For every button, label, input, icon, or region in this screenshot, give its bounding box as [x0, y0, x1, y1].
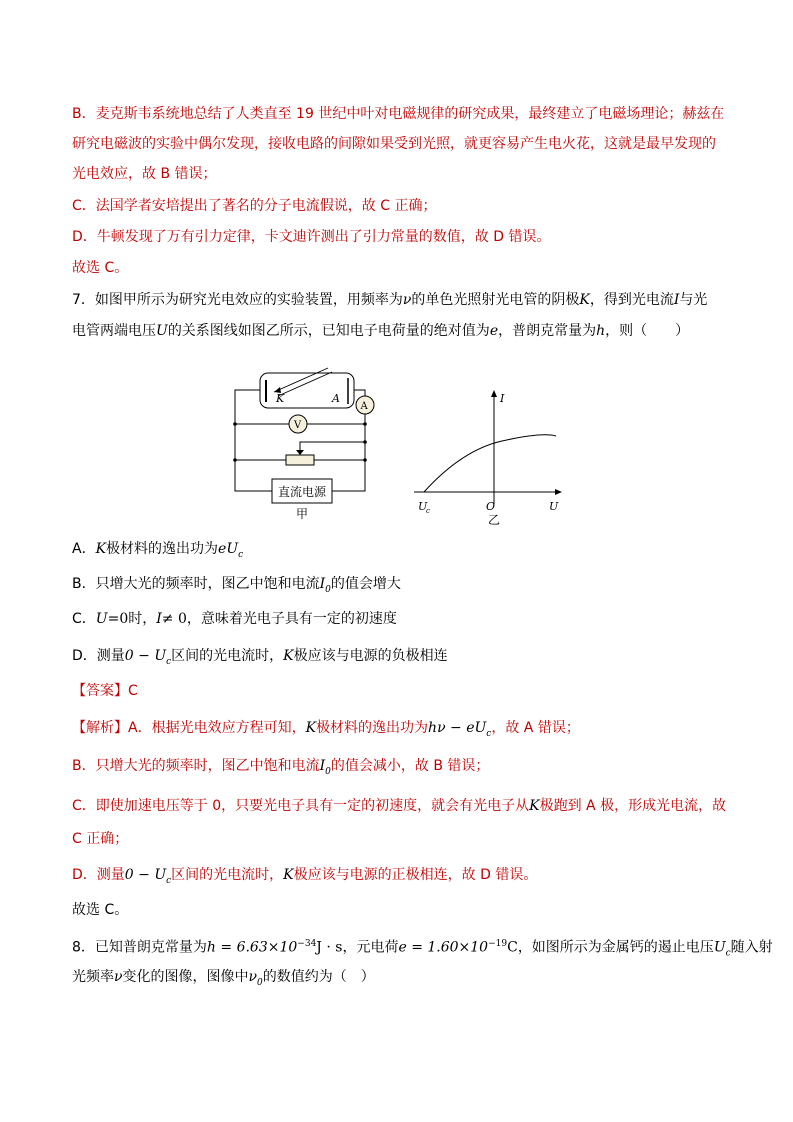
q8-stem-line-1: [72, 934, 773, 963]
subscript-c: c: [166, 656, 172, 667]
symbol-uc: U: [713, 939, 726, 956]
light-ray: [278, 372, 332, 396]
symbol-k: K: [529, 798, 540, 814]
wire-left: [235, 390, 272, 491]
q7-stem-text: ，普朗克常量为: [498, 323, 597, 339]
analysis-text: D．测量: [72, 867, 125, 883]
option-b-text: B．只增大光的频率时，图乙中饱和电流: [72, 576, 320, 592]
q7-analysis-d: [72, 865, 537, 891]
analysis-text: 区间的光电流时，: [171, 867, 284, 883]
q7-stem-text: ，得到光电流: [589, 292, 674, 308]
wire-right: [332, 414, 365, 491]
symbol-k: K: [305, 720, 317, 736]
q7-stem-text: 的单色光照射光电管的阴极: [411, 292, 580, 308]
symbol-k: K: [283, 867, 294, 883]
figure-jia-caption: 甲: [295, 507, 309, 521]
subscript-c: c: [166, 875, 172, 886]
junction-dot: [363, 422, 367, 426]
q8-stem-text: 随入射: [730, 939, 773, 956]
q8-stem-text: ，元电荷: [342, 939, 399, 956]
symbol-i0: I: [319, 576, 326, 592]
symbol-nu0: ν: [248, 969, 258, 985]
rheostat-slider-arrow: [296, 450, 304, 455]
q7-option-a: [72, 539, 243, 565]
wire-top-right: [354, 390, 365, 396]
q7-stem-text: 电管两端电压: [72, 323, 156, 339]
symbol-k: K: [95, 541, 107, 557]
figure-jia-circuit: [230, 366, 430, 526]
q7-symbol-h: h: [596, 323, 606, 339]
option-d-text: 极应该与电源的负极相连: [293, 648, 448, 664]
equals-zero: =0: [107, 611, 129, 627]
option-a-label: A．: [72, 541, 96, 557]
figure-yi-caption: 乙: [488, 513, 501, 526]
q8-stem-text: 变化的图像，图像中: [122, 969, 249, 985]
option-d-text: 区间的光电流时，: [171, 648, 284, 664]
label-k: K: [276, 392, 285, 405]
subscript-c: c: [725, 948, 731, 959]
analysis-text: A．根据光电效应方程可知，: [128, 720, 306, 736]
planck-unit: J · s: [316, 939, 343, 956]
q7-symbol-nu: ν: [402, 292, 412, 308]
q7-analysis-c-line-1: [72, 796, 726, 816]
range-zero-uc: 0 − U: [124, 648, 167, 664]
junction-dot: [233, 422, 237, 426]
junction-dot: [363, 440, 367, 444]
range-zero-uc: 0 − U: [124, 867, 167, 883]
q7-stem-text: 与光: [679, 292, 708, 308]
analysis-text: 极应该与电源的正极相连，故 D 错误。: [293, 867, 538, 883]
junction-dot: [363, 458, 367, 462]
q7-analysis-a: [72, 718, 580, 744]
analysis-tag: 【解析】: [72, 720, 128, 736]
option-a-text: 极材料的逸出功为: [106, 541, 219, 557]
uc-label: U: [418, 500, 428, 513]
charge-exponent: −19: [488, 939, 508, 949]
symbol-nu: ν: [114, 969, 123, 985]
q8-stem-text: 8．已知普朗克常量为: [72, 939, 207, 956]
q8-stem-text: 的数值约为（ ）: [262, 969, 375, 985]
prev-option-d: D．牛顿发现了万有引力定律，卡文迪许测出了引力常量的数值，故 D 错误。: [72, 229, 551, 245]
iu-curve: [424, 435, 556, 492]
figure-yi-graph: [412, 386, 572, 526]
elementary-charge-value: e = 1.60×10: [398, 939, 489, 956]
subscript-c: c: [238, 549, 244, 560]
q8-stem-line-2: [72, 967, 375, 993]
analysis-text: 极跑到 A 极，形成光电流，故: [539, 798, 727, 814]
q7-symbol-k: K: [579, 292, 590, 308]
analysis-text: B．只增大光的频率时，图乙中饱和电流: [72, 758, 320, 774]
analysis-text: C．即使加速电压等于 0，只要光电子具有一定的初速度，就会有光电子从: [72, 798, 530, 814]
subscript-c: c: [486, 728, 492, 739]
q7-symbol-e: e: [489, 323, 499, 339]
formula-hv-euc: hν − eU: [428, 720, 487, 736]
subscript-0: 0: [325, 584, 331, 595]
light-ray: [274, 368, 328, 392]
prev-option-b-line-2: 研究电磁波的实验中偶尔发现，接收电路的间隙如果受到光照，就更容易产生电火花，这就是最早发现的: [72, 136, 716, 152]
q7-option-d: [72, 646, 448, 672]
prev-option-b-line-3: 光电效应，故 B 错误；: [72, 166, 217, 182]
analysis-text: 的值会减小，故 B 错误；: [330, 758, 490, 774]
q7-answer: 【答案】C: [72, 683, 138, 699]
u-axis-arrow: [555, 489, 562, 495]
ammeter-label: A: [360, 401, 368, 412]
analysis-text: 极材料的逸出功为: [316, 720, 429, 736]
rheostat: [286, 455, 314, 465]
symbol-i: I: [156, 611, 162, 627]
q7-stem-text: 7．如图甲所示为研究光电效应的实验装置，用频率为: [72, 292, 403, 308]
symbol-k: K: [283, 648, 294, 664]
prev-option-c: C．法国学者安培提出了著名的分子电流假说，故 C 正确；: [72, 198, 437, 214]
q7-stem-text: 的关系图线如图乙所示，已知电子电荷量的绝对值为: [167, 323, 490, 339]
q7-symbol-i: I: [673, 292, 680, 308]
axis-label-i: I: [500, 392, 505, 405]
subscript-0: 0: [325, 766, 331, 777]
charge-unit: C: [507, 939, 518, 956]
q7-stem-text: ，则（ ）: [605, 323, 690, 339]
q7-option-b: [72, 574, 401, 600]
uc-subscript: c: [426, 507, 430, 515]
q7-stem-line-2: [72, 321, 689, 341]
iu-graph: [412, 386, 572, 526]
voltmeter-label: V: [294, 420, 302, 431]
dc-source-label: 直流电源: [277, 485, 327, 499]
subscript-0: 0: [257, 977, 263, 988]
i-axis-arrow: [491, 390, 497, 397]
q7-symbol-u: U: [156, 323, 168, 339]
q7-stem-line-1: [72, 290, 707, 310]
q7-analysis-c-line-2: C 正确；: [72, 831, 129, 847]
symbol-i0: I: [319, 758, 326, 774]
q7-option-c: [72, 609, 397, 629]
junction-dot: [233, 458, 237, 462]
planck-exponent: −34: [297, 939, 317, 949]
option-c-text: ，意味着光电子具有一定的初速度: [186, 611, 397, 627]
option-c-text: 时，: [128, 611, 157, 627]
axis-label-u: U: [549, 500, 559, 513]
q7-analysis-b: [72, 756, 489, 782]
circuit-diagram: [230, 366, 430, 526]
planck-constant-value: h = 6.63×10: [206, 939, 298, 956]
q8-stem-text: ，如图所示为金属钙的遏止电压: [517, 939, 714, 956]
symbol-u: U: [95, 611, 108, 627]
prev-choose: 故选 C。: [72, 260, 129, 276]
prev-option-b-line-1: B．麦克斯韦系统地总结了人类直至 19 世纪中叶对电磁规律的研究成果，最终建立了电磁场理论；赫兹在: [72, 106, 725, 122]
option-c-label: C．: [72, 611, 96, 627]
q7-choose: 故选 C。: [72, 902, 129, 918]
origin-label: O: [486, 500, 496, 513]
q8-stem-text: 光频率: [72, 969, 114, 985]
option-d-text: D．测量: [72, 648, 125, 664]
analysis-text: ，故 A 错误；: [491, 720, 580, 736]
symbol-euc: eU: [218, 541, 239, 557]
label-a: A: [332, 392, 340, 405]
rheostat-slider-wire: [300, 442, 365, 452]
option-b-text: 的值会增大: [330, 576, 401, 592]
not-equal-zero: ≠ 0: [161, 611, 187, 627]
